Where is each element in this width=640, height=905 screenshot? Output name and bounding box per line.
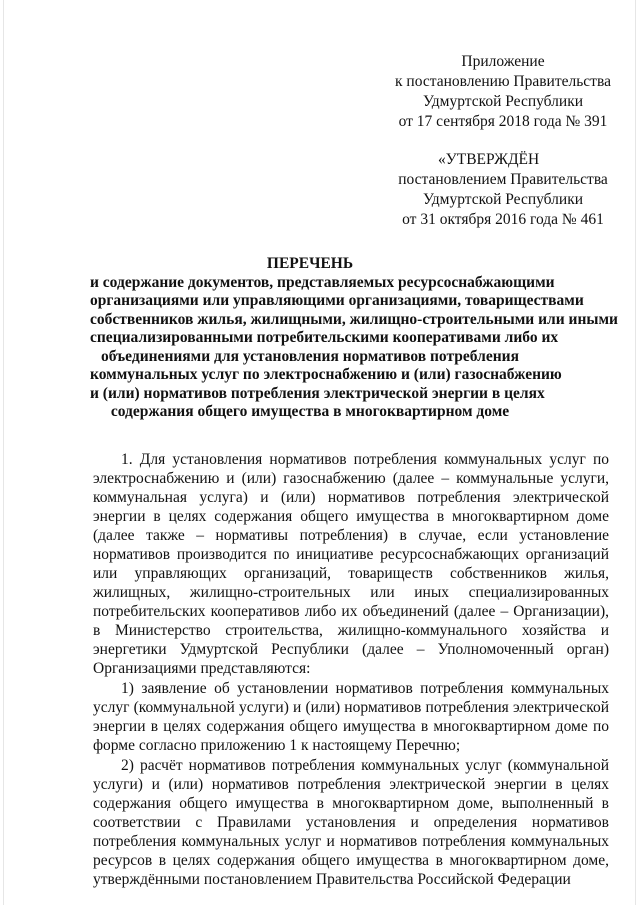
- title-line: коммунальных услуг по электроснабжению и (или) газоснабжению: [90, 366, 562, 383]
- document-body: [93, 450, 609, 889]
- approval-line: «УТВЕРЖДЁН: [438, 151, 540, 168]
- title-heading: ПЕРЕЧЕНЬ: [266, 255, 354, 272]
- appendix-line: Приложение: [461, 53, 545, 70]
- appendix-line: Удмуртской Республики: [422, 93, 584, 110]
- approval-line: постановлением Правительства: [398, 171, 608, 188]
- appendix-line: от 17 сентября 2018 года № 391: [398, 113, 608, 130]
- title-line: объединениями для установления нормативов потребления: [101, 347, 519, 365]
- approval-block: [378, 150, 628, 230]
- body-paragraph: 1) заявление об установлении нормативов потребления коммунальных услуг (коммунальной услуги) и (или) нормативов потребления электрической энергии в целях содержания общего имущества в многоквартирном доме по форме согласно приложению 1 к настоящему Перечню;: [93, 680, 609, 754]
- body-paragraph: 2) расчёт нормативов потребления коммунальных услуг (коммунальной услуги) и (или) нормативов потребления электрической энергии в целях содержания общего имущества в многоквартирном доме, выполненный в соответствии с Правилами установления и определения нормативов потребления коммунальных услуг и нормативов потребления коммунальных ресурсов в целях содержания общего имущества в многоквартирном доме, утверждёнными постановлением Правительства Российской Федерации: [93, 757, 609, 888]
- document-title: [90, 255, 618, 422]
- title-line: организациями или управляющими организациями, товариществами: [90, 292, 584, 309]
- title-line: собственников жилья, жилищными, жилищно-строительными или иными: [90, 310, 618, 328]
- scan-edge-right: [635, 0, 636, 905]
- appendix-line: к постановлению Правительства: [395, 73, 611, 90]
- scan-edge-left: [3, 0, 4, 905]
- body-paragraph: 1. Для установления нормативов потребления коммунальных услуг по электроснабжению и (или) газоснабжению (далее – коммунальные услуги, коммунальная услуга) и (или) нормативов потребления электрической энергии в целях содержания общего имущества в многоквартирном доме (далее также – нормативы потребления) в случае, если установление нормативов производится по инициативе ресурсоснабжающих организаций или управляющих организаций, товариществ собственников жилья, жилищных, жилищно-строительных или иных специализированных потребительских кооперативов либо их объединений (далее – Организации), в Министерство строительства, жилищно-коммунального хозяйства и энергетики Удмуртской Республики (далее – Уполномоченный орган) Организациями представляются:: [93, 451, 609, 677]
- title-line: содержания общего имущества в многоквартирном доме: [110, 403, 510, 420]
- title-line: специализированными потребительскими кооперативами либо их: [90, 329, 559, 346]
- title-line: и содержание документов, представляемых ресурсоснабжающими: [90, 273, 555, 291]
- title-line: и (или) нормативов потребления электрической энергии в целях: [90, 384, 545, 402]
- approval-line: от 31 октября 2016 года № 461: [402, 211, 604, 228]
- appendix-block: [378, 52, 628, 132]
- approval-line: Удмуртской Республики: [422, 191, 584, 208]
